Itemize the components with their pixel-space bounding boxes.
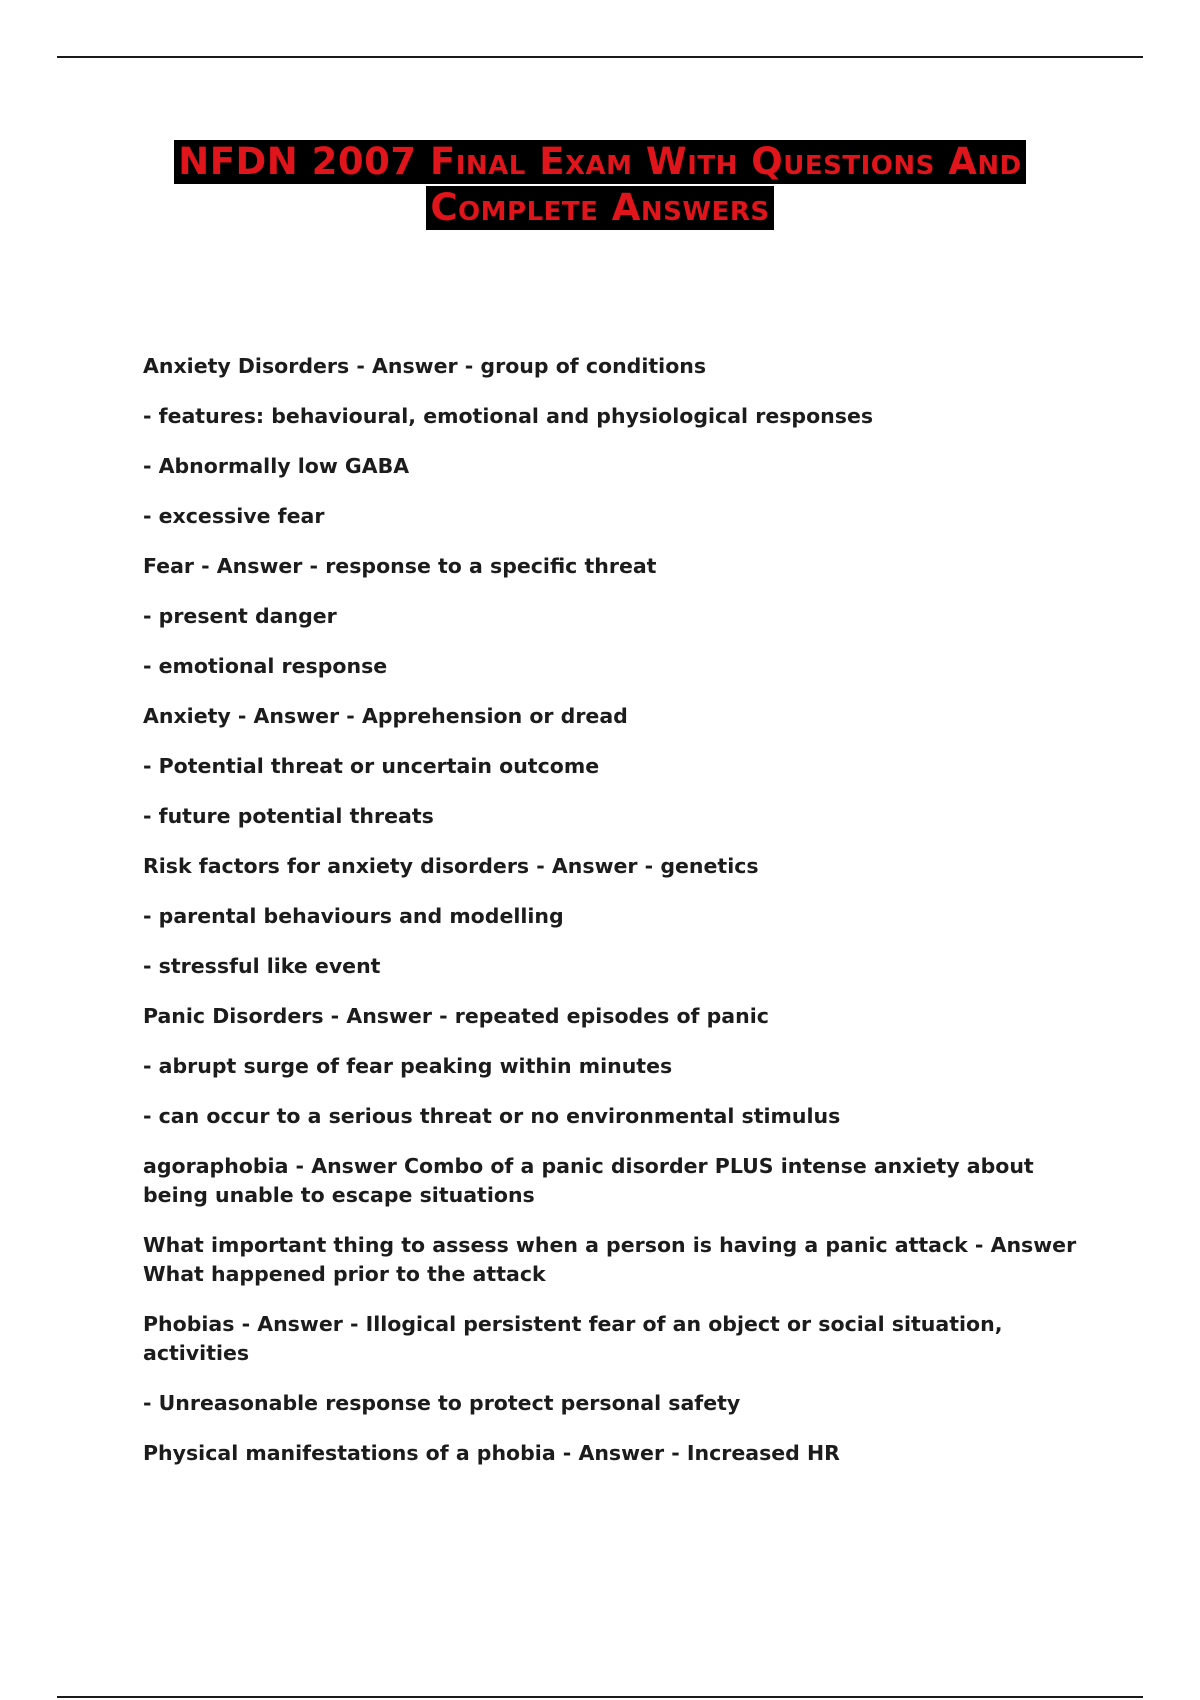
entry: - emotional response xyxy=(143,654,388,678)
entry: Risk factors for anxiety disorders - Answer - genetics xyxy=(143,854,759,878)
entry: Panic Disorders - Answer - repeated episodes of panic xyxy=(143,1004,769,1028)
entry: agoraphobia - Answer Combo of a panic disorder PLUS intense anxiety about being unable to escape situations xyxy=(143,1154,1034,1207)
document-body xyxy=(143,352,1083,1468)
document-title xyxy=(0,140,1200,230)
entry: - parental behaviours and modelling xyxy=(143,904,564,928)
entry: - excessive fear xyxy=(143,504,325,528)
entry: - present danger xyxy=(143,604,337,628)
entry: Physical manifestations of a phobia - Answer - Increased HR xyxy=(143,1441,840,1465)
entry: - future potential threats xyxy=(143,804,434,828)
entry: Anxiety Disorders - Answer - group of conditions xyxy=(143,354,707,378)
entry: - Abnormally low GABA xyxy=(143,454,410,478)
entry: Fear - Answer - response to a specific threat xyxy=(143,554,657,578)
entry: - abrupt surge of fear peaking within minutes xyxy=(143,1054,673,1078)
header-rule xyxy=(57,56,1143,58)
entry: - Potential threat or uncertain outcome xyxy=(143,754,600,778)
entry: What important thing to assess when a person is having a panic attack - Answer What happened prior to the attack xyxy=(143,1233,1077,1286)
entry: Phobias - Answer - Illogical persistent fear of an object or social situation, activities xyxy=(143,1312,1003,1365)
entry: Anxiety - Answer - Apprehension or dread xyxy=(143,704,628,728)
entry: - stressful like event xyxy=(143,954,381,978)
footer-rule xyxy=(57,1696,1143,1698)
title-line-2: Complete Answers xyxy=(426,186,773,230)
entry: - features: behavioural, emotional and physiological responses xyxy=(143,404,874,428)
entry: - can occur to a serious threat or no environmental stimulus xyxy=(143,1104,841,1128)
entry: - Unreasonable response to protect personal safety xyxy=(143,1391,741,1415)
title-line-1: NFDN 2007 Final Exam With Questions And xyxy=(174,140,1025,184)
